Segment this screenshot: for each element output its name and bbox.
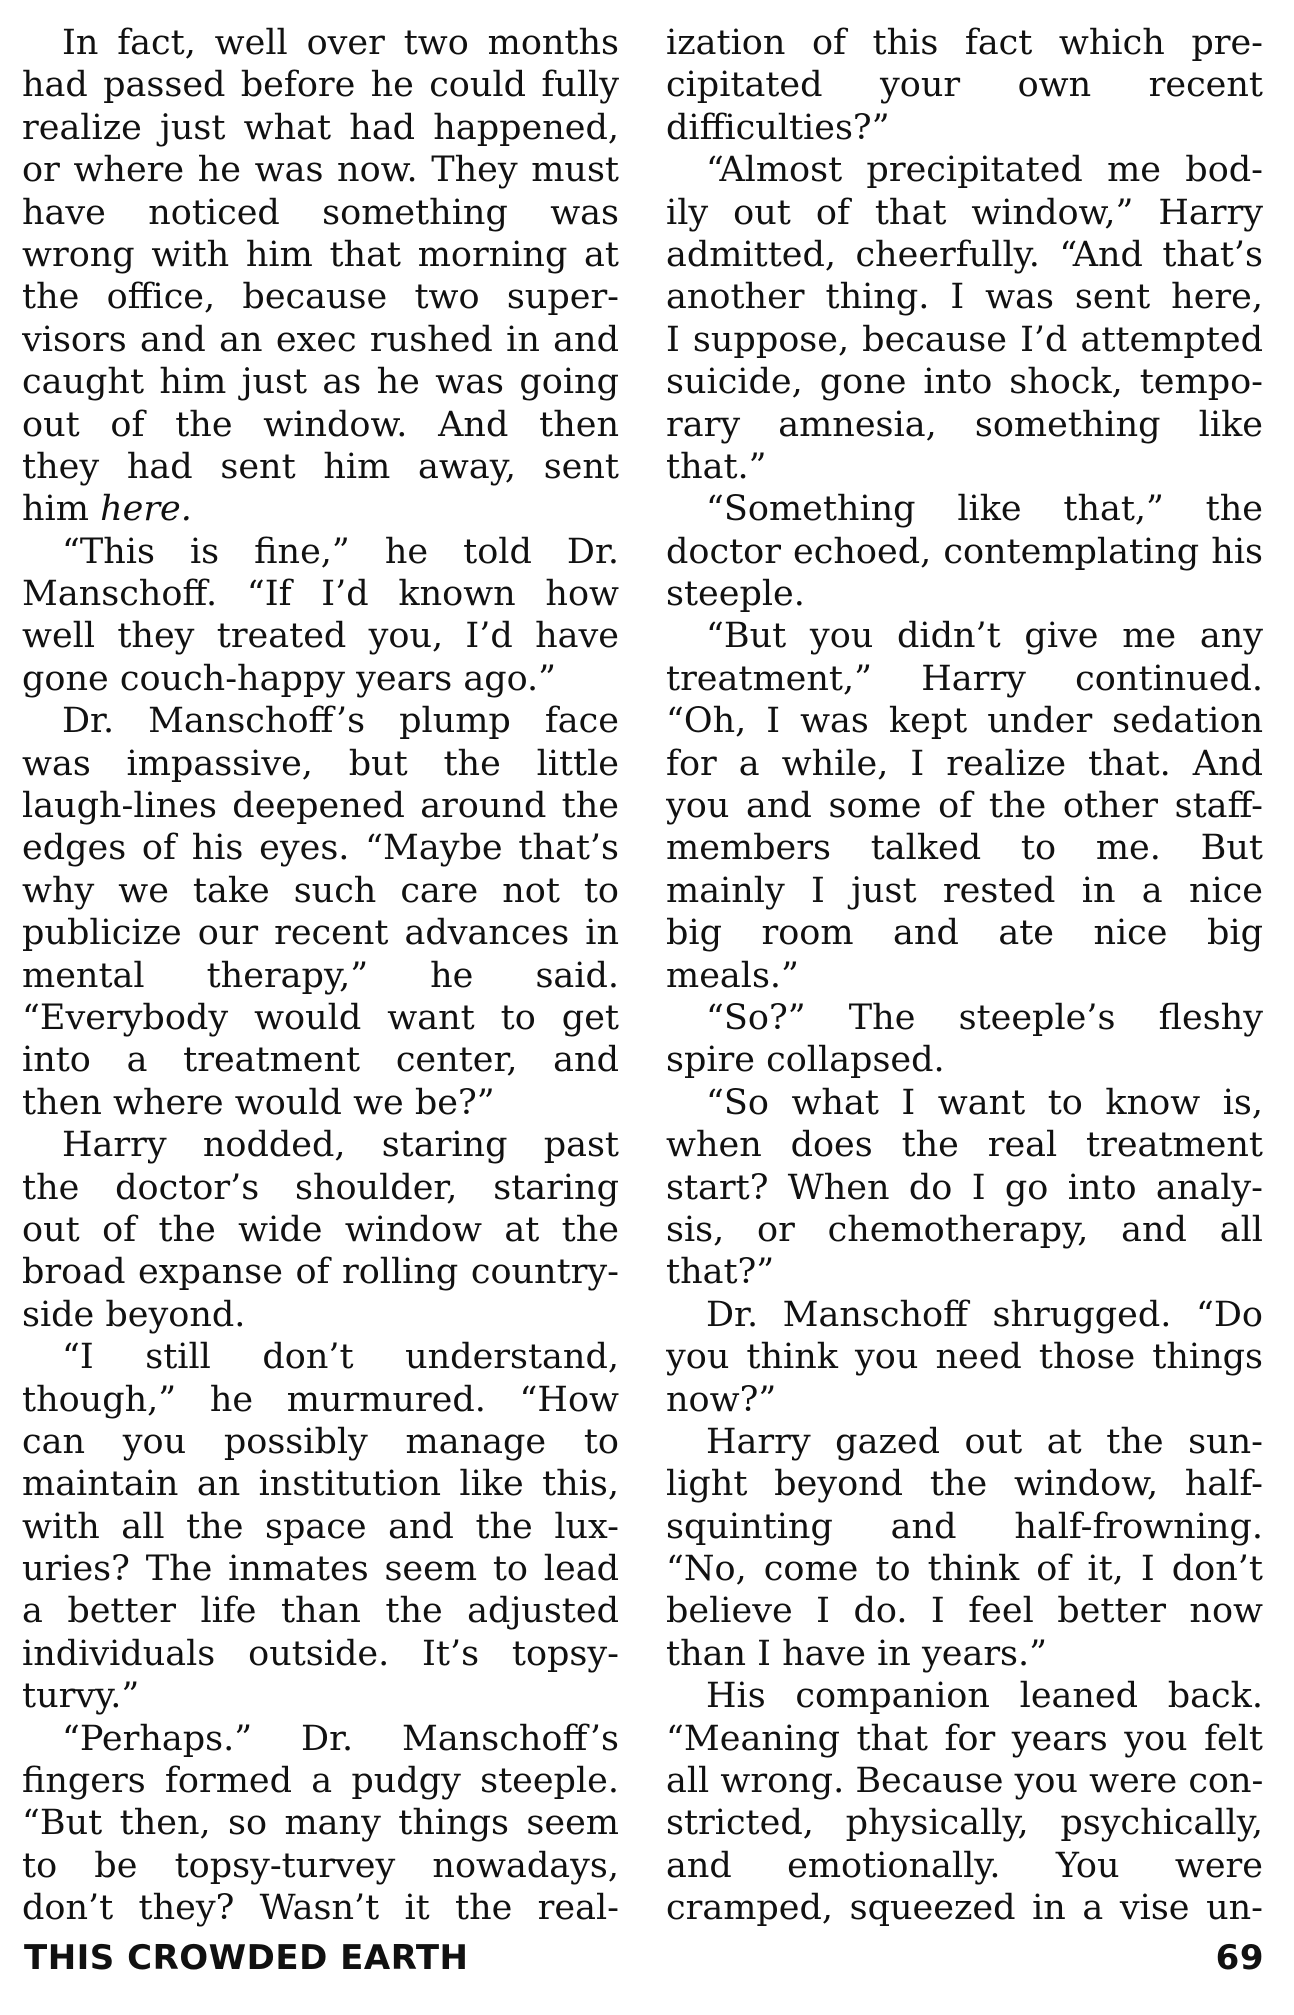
- text-line-content: sis, or chemotherapy, and all: [666, 1209, 1263, 1250]
- text-line: [666, 64, 1263, 106]
- text-line-content: rary amnesia, something like: [666, 404, 1263, 445]
- text-line: [22, 1421, 619, 1463]
- text-line: [666, 1506, 1263, 1548]
- text-line: [22, 997, 619, 1039]
- text-line-content: “But you didn’t give me any: [706, 616, 1263, 657]
- text-line-content: broad expanse of rolling country-: [22, 1252, 619, 1293]
- text-line: [22, 1082, 619, 1124]
- text-line-content: fingers formed a pudgy steeple.: [22, 1761, 619, 1802]
- text-line: [666, 1633, 1263, 1675]
- text-line-content: suicide, gone into shock, tempo-: [666, 362, 1263, 403]
- text-line: [666, 1548, 1263, 1590]
- text-line: [666, 1082, 1263, 1124]
- text-line: [22, 234, 619, 276]
- text-line: [666, 1590, 1263, 1632]
- text-line: [666, 319, 1263, 361]
- text-line-content: when does the real treatment: [666, 1125, 1263, 1166]
- text-line: [666, 785, 1263, 827]
- text-line: [666, 997, 1263, 1039]
- text-line: [666, 1124, 1263, 1166]
- text-line-content: difficulties?”: [666, 107, 890, 148]
- text-line-content: “Perhaps.” Dr. Manschoff’s: [62, 1718, 619, 1759]
- text-line-content: “Something like that,” the: [706, 489, 1263, 530]
- text-line-content: side beyond.: [22, 1294, 246, 1335]
- text-line-content: big room and ate nice big: [666, 913, 1263, 954]
- text-line: [22, 1251, 619, 1293]
- text-line-content: Harry gazed out at the sun-: [706, 1421, 1263, 1462]
- text-line: [22, 870, 619, 912]
- text-line-content: Manschoff. “If I’d known how: [22, 574, 619, 615]
- text-line: [22, 1802, 619, 1844]
- text-line: [666, 22, 1263, 64]
- text-line: [666, 1463, 1263, 1505]
- text-line: [22, 1760, 619, 1802]
- text-line: [22, 1718, 619, 1760]
- text-line: [22, 1633, 619, 1675]
- text-line-content: ily out of that window,” Harry: [666, 192, 1263, 233]
- text-line: [666, 1802, 1263, 1844]
- text-line-content: and emotionally. You were: [666, 1845, 1263, 1886]
- text-line-content: with all the space and the lux-: [22, 1506, 619, 1547]
- text-line-content: you and some of the other staff-: [666, 786, 1263, 827]
- text-line: [666, 488, 1263, 530]
- text-line-content: than I have in years.”: [666, 1633, 1048, 1674]
- text-line: [22, 1548, 619, 1590]
- text-line-content: turvy.”: [22, 1676, 140, 1717]
- text-line-content: gone couch-happy years ago.”: [22, 658, 557, 699]
- text-line-content: that.”: [666, 446, 767, 487]
- text-line: [22, 1039, 619, 1081]
- text-line: [22, 361, 619, 403]
- text-line: [22, 1590, 619, 1632]
- text-line-content: Dr. Manschoff’s plump face: [62, 701, 619, 742]
- text-line: [666, 531, 1263, 573]
- text-line-content: out of the window. And then: [22, 404, 619, 445]
- text-line-content: start? When do I go into analy-: [666, 1167, 1263, 1208]
- text-line-content: In fact, well over two months: [62, 23, 619, 63]
- text-line: [666, 1845, 1263, 1887]
- text-line-content: for a while, I realize that. And: [666, 743, 1263, 784]
- text-line: [22, 149, 619, 191]
- text-line-content: cramped, squeezed in a vise un-: [666, 1888, 1263, 1929]
- text-line-content: into a treatment center, and: [22, 1040, 619, 1081]
- text-line-content: well they treated you, I’d have: [22, 616, 619, 657]
- text-line-content: “Oh, I was kept under sedation: [666, 701, 1263, 742]
- text-line: [22, 785, 619, 827]
- text-line-content: now?”: [666, 1379, 777, 1420]
- text-line: [22, 1675, 619, 1717]
- text-line-content: laugh-lines deepened around the: [22, 786, 619, 827]
- text-line: [666, 615, 1263, 657]
- text-line-content: caught him just as he was going: [22, 362, 619, 403]
- text-line: [22, 827, 619, 869]
- text-line-content: the office, because two super-: [22, 277, 619, 318]
- text-line-content: mainly I just rested in a nice: [666, 870, 1263, 911]
- text-line-content: a better life than the adjusted: [22, 1591, 619, 1632]
- text-line-content: have noticed something was: [22, 192, 619, 233]
- text-line: [666, 192, 1263, 234]
- text-line-content: though,” he murmured. “How: [22, 1379, 619, 1420]
- right-text-column: [666, 22, 1263, 1930]
- text-line-content: that?”: [666, 1252, 775, 1293]
- text-line-content: why we take such care not to: [22, 870, 619, 911]
- text-line-content: “Everybody would want to get: [22, 997, 619, 1038]
- text-line-content: “No, come to think of it, I don’t: [666, 1549, 1263, 1590]
- text-line: [22, 615, 619, 657]
- text-line: [22, 573, 619, 615]
- text-line: [666, 870, 1263, 912]
- text-line-content: “So what I want to know is,: [706, 1082, 1263, 1123]
- text-line-content: squinting and half-frowning.: [666, 1506, 1263, 1547]
- text-line-content: him: [22, 489, 101, 530]
- text-line: [666, 1421, 1263, 1463]
- text-line: [666, 743, 1263, 785]
- text-line: [666, 955, 1263, 997]
- text-line: [666, 573, 1263, 615]
- text-line-content: believe I do. I feel better now: [666, 1591, 1263, 1632]
- text-line-content: cipitated your own recent: [666, 65, 1263, 106]
- text-line: [22, 1209, 619, 1251]
- text-line-content: all wrong. Because you were con-: [666, 1761, 1263, 1802]
- text-line-content: “This is fine,” he told Dr.: [62, 531, 619, 572]
- text-line: [666, 361, 1263, 403]
- text-line: [22, 955, 619, 997]
- text-line: [22, 700, 619, 742]
- text-line: [666, 149, 1263, 191]
- text-line: [22, 531, 619, 573]
- text-line-content: another thing. I was sent here,: [666, 277, 1263, 318]
- text-line: [666, 1760, 1263, 1802]
- text-line-content: wrong with him that morning at: [22, 234, 619, 275]
- text-line: [22, 743, 619, 785]
- text-line-content: then where would we be?”: [22, 1082, 495, 1123]
- text-line: [666, 1718, 1263, 1760]
- text-line: [22, 319, 619, 361]
- text-line: [666, 658, 1263, 700]
- text-line: [22, 488, 619, 530]
- text-line-content: was impassive, but the little: [22, 743, 619, 784]
- text-line: [666, 1167, 1263, 1209]
- text-line-content: Dr. Manschoff shrugged. “Do: [706, 1294, 1263, 1335]
- text-line-content: the doctor’s shoulder, staring: [22, 1167, 619, 1208]
- text-line: [666, 1887, 1263, 1929]
- text-line-content: Harry nodded, staring past: [62, 1125, 619, 1166]
- text-line-content: spire collapsed.: [666, 1040, 945, 1081]
- text-line-content: doctor echoed, contemplating his: [666, 531, 1263, 572]
- text-line-content: I suppose, because I’d attempted: [666, 319, 1263, 360]
- text-line: [22, 1463, 619, 1505]
- text-line-content: edges of his eyes. “Maybe that’s: [22, 828, 619, 869]
- text-line-content: uries? The inmates seem to lead: [22, 1549, 619, 1590]
- text-line: [22, 276, 619, 318]
- text-line: [22, 1294, 619, 1336]
- text-line: [666, 1039, 1263, 1081]
- text-line-content: don’t they? Wasn’t it the real-: [22, 1888, 619, 1929]
- text-line-content: ization of this fact which pre-: [666, 23, 1263, 63]
- left-text-column: [22, 22, 619, 1930]
- text-line: [22, 1887, 619, 1929]
- text-line-content: members talked to me. But: [666, 828, 1263, 869]
- text-line: [666, 1209, 1263, 1251]
- text-line: [666, 1336, 1263, 1378]
- text-line-content: maintain an institution like this,: [22, 1464, 619, 1505]
- text-line: [22, 404, 619, 446]
- text-line: [666, 700, 1263, 742]
- text-line: [666, 276, 1263, 318]
- text-line-content: to be topsy-turvey nowadays,: [22, 1845, 619, 1886]
- text-line-content: light beyond the window, half-: [666, 1464, 1263, 1505]
- text-line-content: visors and an exec rushed in and: [22, 319, 619, 360]
- text-line: [22, 658, 619, 700]
- text-line: [22, 64, 619, 106]
- text-line-content: “So?” The steeple’s fleshy: [706, 997, 1263, 1038]
- text-line: [22, 446, 619, 488]
- italic-emphasis: here.: [100, 489, 192, 530]
- text-line-content: His companion leaned back.: [706, 1676, 1263, 1717]
- text-line: [666, 404, 1263, 446]
- text-line-content: “Almost precipitated me bod-: [706, 150, 1263, 191]
- text-line-content: realize just what had happened,: [22, 107, 619, 148]
- text-line: [22, 1379, 619, 1421]
- text-line-content: can you possibly manage to: [22, 1421, 619, 1462]
- text-line: [22, 1167, 619, 1209]
- text-line-content: they had sent him away, sent: [22, 446, 619, 487]
- text-line: [666, 912, 1263, 954]
- text-line: [666, 827, 1263, 869]
- text-line: [22, 107, 619, 149]
- text-line-content: had passed before he could fully: [22, 65, 619, 106]
- text-line-content: “I still don’t understand,: [62, 1337, 619, 1378]
- text-line: [666, 1294, 1263, 1336]
- text-line: [666, 234, 1263, 276]
- text-line-content: individuals outside. It’s topsy-: [22, 1633, 619, 1674]
- text-line-content: publicize our recent advances in: [22, 913, 619, 954]
- text-line: [666, 1251, 1263, 1293]
- text-line-content: mental therapy,” he said.: [22, 955, 619, 996]
- text-line: [22, 912, 619, 954]
- text-line: [22, 22, 619, 64]
- text-line-content: meals.”: [666, 955, 799, 996]
- text-line: [666, 446, 1263, 488]
- text-line-content: or where he was now. They must: [22, 150, 619, 191]
- text-line: [22, 1506, 619, 1548]
- text-line: [666, 1379, 1263, 1421]
- text-line: [666, 107, 1263, 149]
- text-line: [22, 1124, 619, 1166]
- text-line-content: “But then, so many things seem: [22, 1803, 619, 1844]
- text-line-content: treatment,” Harry continued.: [666, 658, 1263, 699]
- text-line-content: stricted, physically, psychically,: [666, 1803, 1263, 1844]
- text-line: [22, 1845, 619, 1887]
- text-line-content: steeple.: [666, 574, 805, 615]
- text-line-content: admitted, cheerfully. “And that’s: [666, 234, 1263, 275]
- text-line: [666, 1675, 1263, 1717]
- running-title: THIS CROWDED EARTH: [24, 1938, 469, 1978]
- page-number: 69: [1215, 1938, 1264, 1978]
- text-line-content: “Meaning that for years you felt: [666, 1718, 1263, 1759]
- text-line: [22, 1336, 619, 1378]
- text-line: [22, 192, 619, 234]
- text-line-content: you think you need those things: [666, 1337, 1263, 1378]
- text-line-content: out of the wide window at the: [22, 1209, 619, 1250]
